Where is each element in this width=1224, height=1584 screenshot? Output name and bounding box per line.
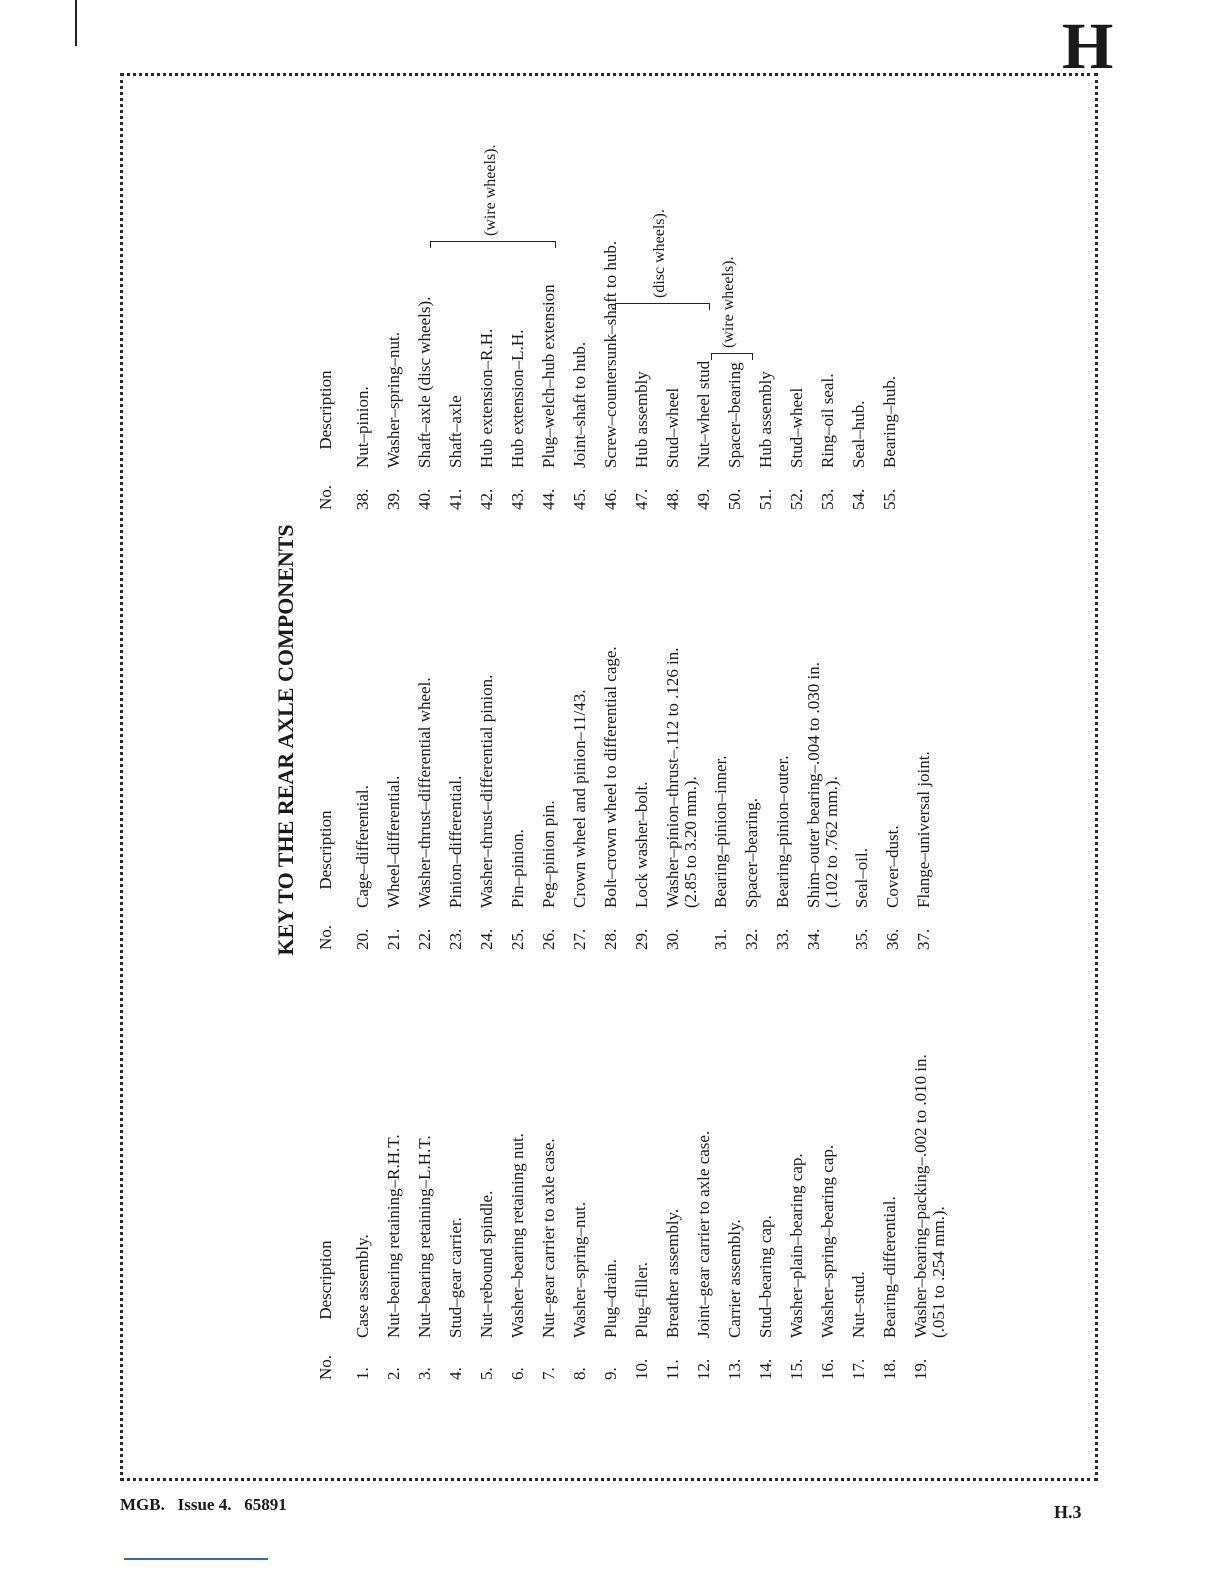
- item-number: 15.: [787, 1358, 806, 1380]
- description-line-2: (2.85 to 3.20 mm.).: [681, 776, 700, 908]
- page-title: KEY TO THE REAR AXLE COMPONENTS: [273, 524, 298, 956]
- item-description: [571, 508, 589, 908]
- item-number: 52.: [787, 488, 806, 510]
- item-number: 27.: [570, 928, 589, 950]
- header-description: Description: [316, 810, 335, 890]
- table-row: [906, 940, 954, 1380]
- item-description: [884, 508, 902, 908]
- table-row: [596, 940, 627, 1380]
- item-description: [743, 508, 761, 908]
- description-line: Hub extension–L.H.: [508, 329, 527, 468]
- item-number: 45.: [570, 488, 589, 510]
- item-description: [385, 508, 403, 908]
- table-row: [627, 940, 658, 1380]
- item-number: 37.: [914, 928, 933, 950]
- description-line: Stud–gear carrier.: [446, 1217, 465, 1338]
- item-number: 6.: [508, 1367, 527, 1380]
- item-number: 10.: [632, 1358, 651, 1380]
- description-line: Screw–countersunk–shaft to hub.: [601, 240, 620, 468]
- table-row: [875, 100, 906, 510]
- item-description: [447, 68, 465, 468]
- item-description: [633, 938, 651, 1338]
- description-line: Nut–gear carrier to axle case.: [539, 1138, 558, 1338]
- item-description: [602, 938, 620, 1338]
- table-row: [410, 100, 441, 510]
- group-label-disc-wheels: (disc wheels).: [651, 209, 668, 298]
- table-row: [768, 510, 799, 950]
- item-number: 3.: [415, 1367, 434, 1380]
- item-number: 43.: [508, 488, 527, 510]
- header-description: Description: [316, 370, 335, 450]
- table-row: [799, 510, 847, 950]
- item-number: 8.: [570, 1367, 589, 1380]
- table-row: [379, 510, 410, 950]
- table-row: [472, 510, 503, 950]
- table-row: [379, 940, 410, 1380]
- description-line: Hub extension–R.H.: [477, 328, 496, 468]
- table-row: [844, 940, 875, 1380]
- item-number: 50.: [725, 488, 744, 510]
- item-number: 1.: [353, 1367, 372, 1380]
- item-number: 9.: [601, 1367, 620, 1380]
- description-line: Washer–thrust–differential pinion.: [477, 674, 496, 908]
- description-line: Bolt–crown wheel to differential cage.: [601, 646, 620, 908]
- description-line: Hub assembly: [756, 371, 775, 468]
- item-description: [788, 68, 806, 468]
- description-line: Joint–shaft to hub.: [570, 341, 589, 468]
- item-description: [695, 938, 713, 1338]
- item-description: [664, 938, 682, 1338]
- table-row: [909, 510, 940, 950]
- group-label-wire-wheels: (wire wheels).: [720, 256, 737, 348]
- item-number: 35.: [852, 928, 871, 950]
- item-number: 5.: [477, 1367, 496, 1380]
- item-number: 40.: [415, 488, 434, 510]
- item-description: [447, 938, 465, 1338]
- table-row: [441, 940, 472, 1380]
- column-header: [306, 100, 348, 510]
- item-number: 20.: [353, 928, 372, 950]
- item-number: 2.: [384, 1367, 403, 1380]
- item-number: 4.: [446, 1367, 465, 1380]
- item-description: [850, 68, 868, 468]
- table-row: [379, 100, 410, 510]
- item-description: [664, 508, 700, 908]
- item-description: [633, 68, 651, 468]
- description-line: Nut–pinion.: [353, 386, 372, 468]
- table-row: [813, 940, 844, 1380]
- description-line: Cage–differential.: [353, 785, 372, 908]
- column-header: [306, 940, 348, 1380]
- table-row: [565, 510, 596, 950]
- item-number: 23.: [446, 928, 465, 950]
- table-row: [410, 940, 441, 1380]
- description-line: Flange–universal joint.: [914, 751, 933, 908]
- item-description: [416, 938, 434, 1338]
- bottom-rule: [124, 1558, 268, 1560]
- item-number: 22.: [415, 928, 434, 950]
- section-letter: H: [1062, 10, 1114, 83]
- description-line: Stud–bearing cap.: [756, 1215, 775, 1338]
- item-number: 24.: [477, 928, 496, 950]
- table-row: [348, 100, 379, 510]
- table-row: [348, 510, 379, 950]
- item-description: [571, 938, 589, 1338]
- item-number: 49.: [694, 488, 713, 510]
- table-row: [737, 510, 768, 950]
- item-description: [915, 508, 933, 908]
- item-description: [726, 938, 744, 1338]
- table-row: [875, 940, 906, 1380]
- description-line: Washer–pinion–thrust–.112 to .126 in.: [663, 647, 682, 908]
- table-row: [706, 510, 737, 950]
- table-row: [534, 100, 565, 510]
- description-line-2: (.102 to .762 mm.).: [822, 776, 841, 908]
- column-header: [306, 510, 348, 950]
- item-number: 7.: [539, 1367, 558, 1380]
- item-number: 54.: [849, 488, 868, 510]
- item-number: 16.: [818, 1358, 837, 1380]
- table-row: [503, 940, 534, 1380]
- description-line: Peg–pinion pin.: [539, 800, 558, 908]
- description-line: Shaft–axle: [446, 395, 465, 468]
- item-description: [757, 68, 775, 468]
- item-description: [602, 508, 620, 908]
- description-line: Hub assembly: [632, 371, 651, 468]
- item-description: [805, 508, 841, 908]
- item-description: [819, 938, 837, 1338]
- item-number: 46.: [601, 488, 620, 510]
- table-row: [751, 940, 782, 1380]
- header-no: No.: [316, 1354, 335, 1380]
- description-line: Ring–oil seal.: [818, 373, 837, 468]
- item-number: 12.: [694, 1358, 713, 1380]
- item-description: [602, 68, 620, 468]
- item-number: 55.: [880, 488, 899, 510]
- description-line: Plug–drain.: [601, 1259, 620, 1338]
- item-description: [850, 938, 868, 1338]
- description-line: Joint–gear carrier to axle case.: [694, 1130, 713, 1338]
- description-line: Wheel–differential.: [384, 775, 403, 908]
- item-number: 19.: [911, 1358, 930, 1380]
- table-row: [847, 510, 878, 950]
- item-description: [774, 508, 792, 908]
- description-line: Bearing–pinion–outer.: [773, 755, 792, 908]
- description-line: Bearing–hub.: [880, 375, 899, 468]
- item-description: [788, 938, 806, 1338]
- item-number: 26.: [539, 928, 558, 950]
- item-number: 41.: [446, 488, 465, 510]
- description-line: Nut–bearing retaining–R.H.T.: [384, 1134, 403, 1338]
- item-description: [354, 508, 372, 908]
- description-line: Shim–outer bearing–.004 to .030 in.: [804, 661, 823, 908]
- item-description: [478, 68, 496, 468]
- item-number: 31.: [711, 928, 730, 950]
- description-line: Nut–stud.: [849, 1271, 868, 1338]
- item-description: [853, 508, 871, 908]
- description-line: Cover–dust.: [883, 825, 902, 908]
- description-line: Carrier assembly.: [725, 1219, 744, 1338]
- description-line: Bearing–pinion–inner.: [711, 755, 730, 908]
- table-row: [658, 940, 689, 1380]
- item-number: 17.: [849, 1358, 868, 1380]
- table-row: [720, 940, 751, 1380]
- description-line: Seal–hub.: [849, 400, 868, 468]
- description-line: Nut–wheel stud: [694, 360, 713, 468]
- item-number: 28.: [601, 928, 620, 950]
- table-row: [472, 940, 503, 1380]
- rotated-table: [266, 100, 1126, 1380]
- header-no: No.: [316, 484, 335, 510]
- table-row: [782, 100, 813, 510]
- description-line: Spacer–bearing.: [742, 798, 761, 908]
- description-line: Washer–plain–bearing cap.: [787, 1153, 806, 1338]
- table-row: [596, 510, 627, 950]
- item-number: 29.: [632, 928, 651, 950]
- item-number: 44.: [539, 488, 558, 510]
- item-description: [447, 508, 465, 908]
- table-row: [503, 510, 534, 950]
- item-description: [540, 938, 558, 1338]
- description-line: Bearing–differential.: [880, 1196, 899, 1338]
- item-description: [478, 938, 496, 1338]
- item-description: [540, 508, 558, 908]
- description-line: Breather assembly.: [663, 1208, 682, 1338]
- item-number: 39.: [384, 488, 403, 510]
- item-number: 21.: [384, 928, 403, 950]
- brace-disc-wheels: [615, 303, 710, 310]
- item-number: 48.: [663, 488, 682, 510]
- item-number: 11.: [663, 1359, 682, 1380]
- item-description: [912, 938, 948, 1338]
- item-number: 36.: [883, 928, 902, 950]
- item-description: [509, 68, 527, 468]
- item-description: [540, 68, 558, 468]
- description-line: Washer–spring–bearing cap.: [818, 1144, 837, 1338]
- description-line: Washer–thrust–differential wheel.: [415, 677, 434, 908]
- item-description: [416, 508, 434, 908]
- table-row: [441, 100, 472, 510]
- item-number: 18.: [880, 1358, 899, 1380]
- item-number: 30.: [663, 928, 682, 950]
- item-number: 13.: [725, 1358, 744, 1380]
- item-description: [712, 508, 730, 908]
- margin-mark: [75, 0, 77, 46]
- item-description: [881, 68, 899, 468]
- item-number: 33.: [773, 928, 792, 950]
- description-line: Spacer–bearing: [725, 362, 744, 468]
- item-description: [354, 68, 372, 468]
- table-row: [844, 100, 875, 510]
- item-description: [385, 938, 403, 1338]
- group-label-wire-wheels: (wire wheels).: [482, 144, 499, 236]
- table-row: [751, 100, 782, 510]
- item-number: 42.: [477, 488, 496, 510]
- description-line: Pin–pinion.: [508, 829, 527, 908]
- table-row: [813, 100, 844, 510]
- item-number: 32.: [742, 928, 761, 950]
- item-description: [354, 938, 372, 1338]
- item-number: 34.: [804, 928, 823, 950]
- table-row: [689, 940, 720, 1380]
- column-3: [306, 100, 906, 510]
- header-no: No.: [316, 924, 335, 950]
- description-line: Washer–spring–nut.: [384, 331, 403, 468]
- brace-wire-wheels-2: [711, 353, 753, 360]
- description-line: Stud–wheel: [787, 387, 806, 468]
- description-line-2: (.051 to .254 mm.).: [929, 1206, 948, 1338]
- description-line: Washer–bearing–packing–.002 to .010 in.: [911, 1054, 930, 1338]
- description-line: Stud–wheel: [663, 387, 682, 468]
- footer-issue: MGB. Issue 4. 65891: [120, 1495, 287, 1514]
- column-2: [306, 510, 940, 950]
- item-description: [819, 68, 837, 468]
- table-row: [878, 510, 909, 950]
- table-row: [627, 510, 658, 950]
- item-description: [416, 68, 434, 468]
- item-number: 47.: [632, 488, 651, 510]
- table-row: [348, 940, 379, 1380]
- description-line: Shaft–axle (disc wheels).: [415, 296, 434, 468]
- table-row: [565, 100, 596, 510]
- description-line: Plug–welch–hub extension: [539, 284, 558, 468]
- table-row: [441, 510, 472, 950]
- item-description: [571, 68, 589, 468]
- description-line: Plug–filler.: [632, 1261, 651, 1338]
- item-description: [633, 508, 651, 908]
- table-row: [534, 940, 565, 1380]
- description-line: Case assembly.: [353, 1234, 372, 1338]
- description-line: Seal–oil.: [852, 848, 871, 908]
- item-number: 38.: [353, 488, 372, 510]
- table-row: [534, 510, 565, 950]
- description-line: Crown wheel and pinion–11/43.: [570, 689, 589, 908]
- item-description: [478, 508, 496, 908]
- item-description: [757, 938, 775, 1338]
- item-number: 51.: [756, 488, 775, 510]
- item-description: [509, 938, 527, 1338]
- table-row: [658, 510, 706, 950]
- description-line: Pinion–differential.: [446, 775, 465, 908]
- table-row: [410, 510, 441, 950]
- description-line: Nut–bearing retaining–L.H.T.: [415, 1135, 434, 1338]
- description-line: Nut–rebound spindle.: [477, 1190, 496, 1338]
- brace-wire-wheels-1: [430, 241, 556, 248]
- description-line: Washer–bearing retaining nut.: [508, 1133, 527, 1338]
- page-number: H.3: [1054, 1502, 1082, 1522]
- item-number: 25.: [508, 928, 527, 950]
- description-line: Washer–spring–nut.: [570, 1201, 589, 1338]
- header-description: Description: [316, 1240, 335, 1320]
- item-number: 53.: [818, 488, 837, 510]
- description-line: Lock washer–bolt.: [632, 781, 651, 908]
- item-number: 14.: [756, 1358, 775, 1380]
- table-row: [565, 940, 596, 1380]
- column-1: [306, 940, 954, 1380]
- item-description: [509, 508, 527, 908]
- item-description: [385, 68, 403, 468]
- table-row: [782, 940, 813, 1380]
- item-description: [695, 68, 713, 468]
- table-row: [503, 100, 534, 510]
- item-description: [881, 938, 899, 1338]
